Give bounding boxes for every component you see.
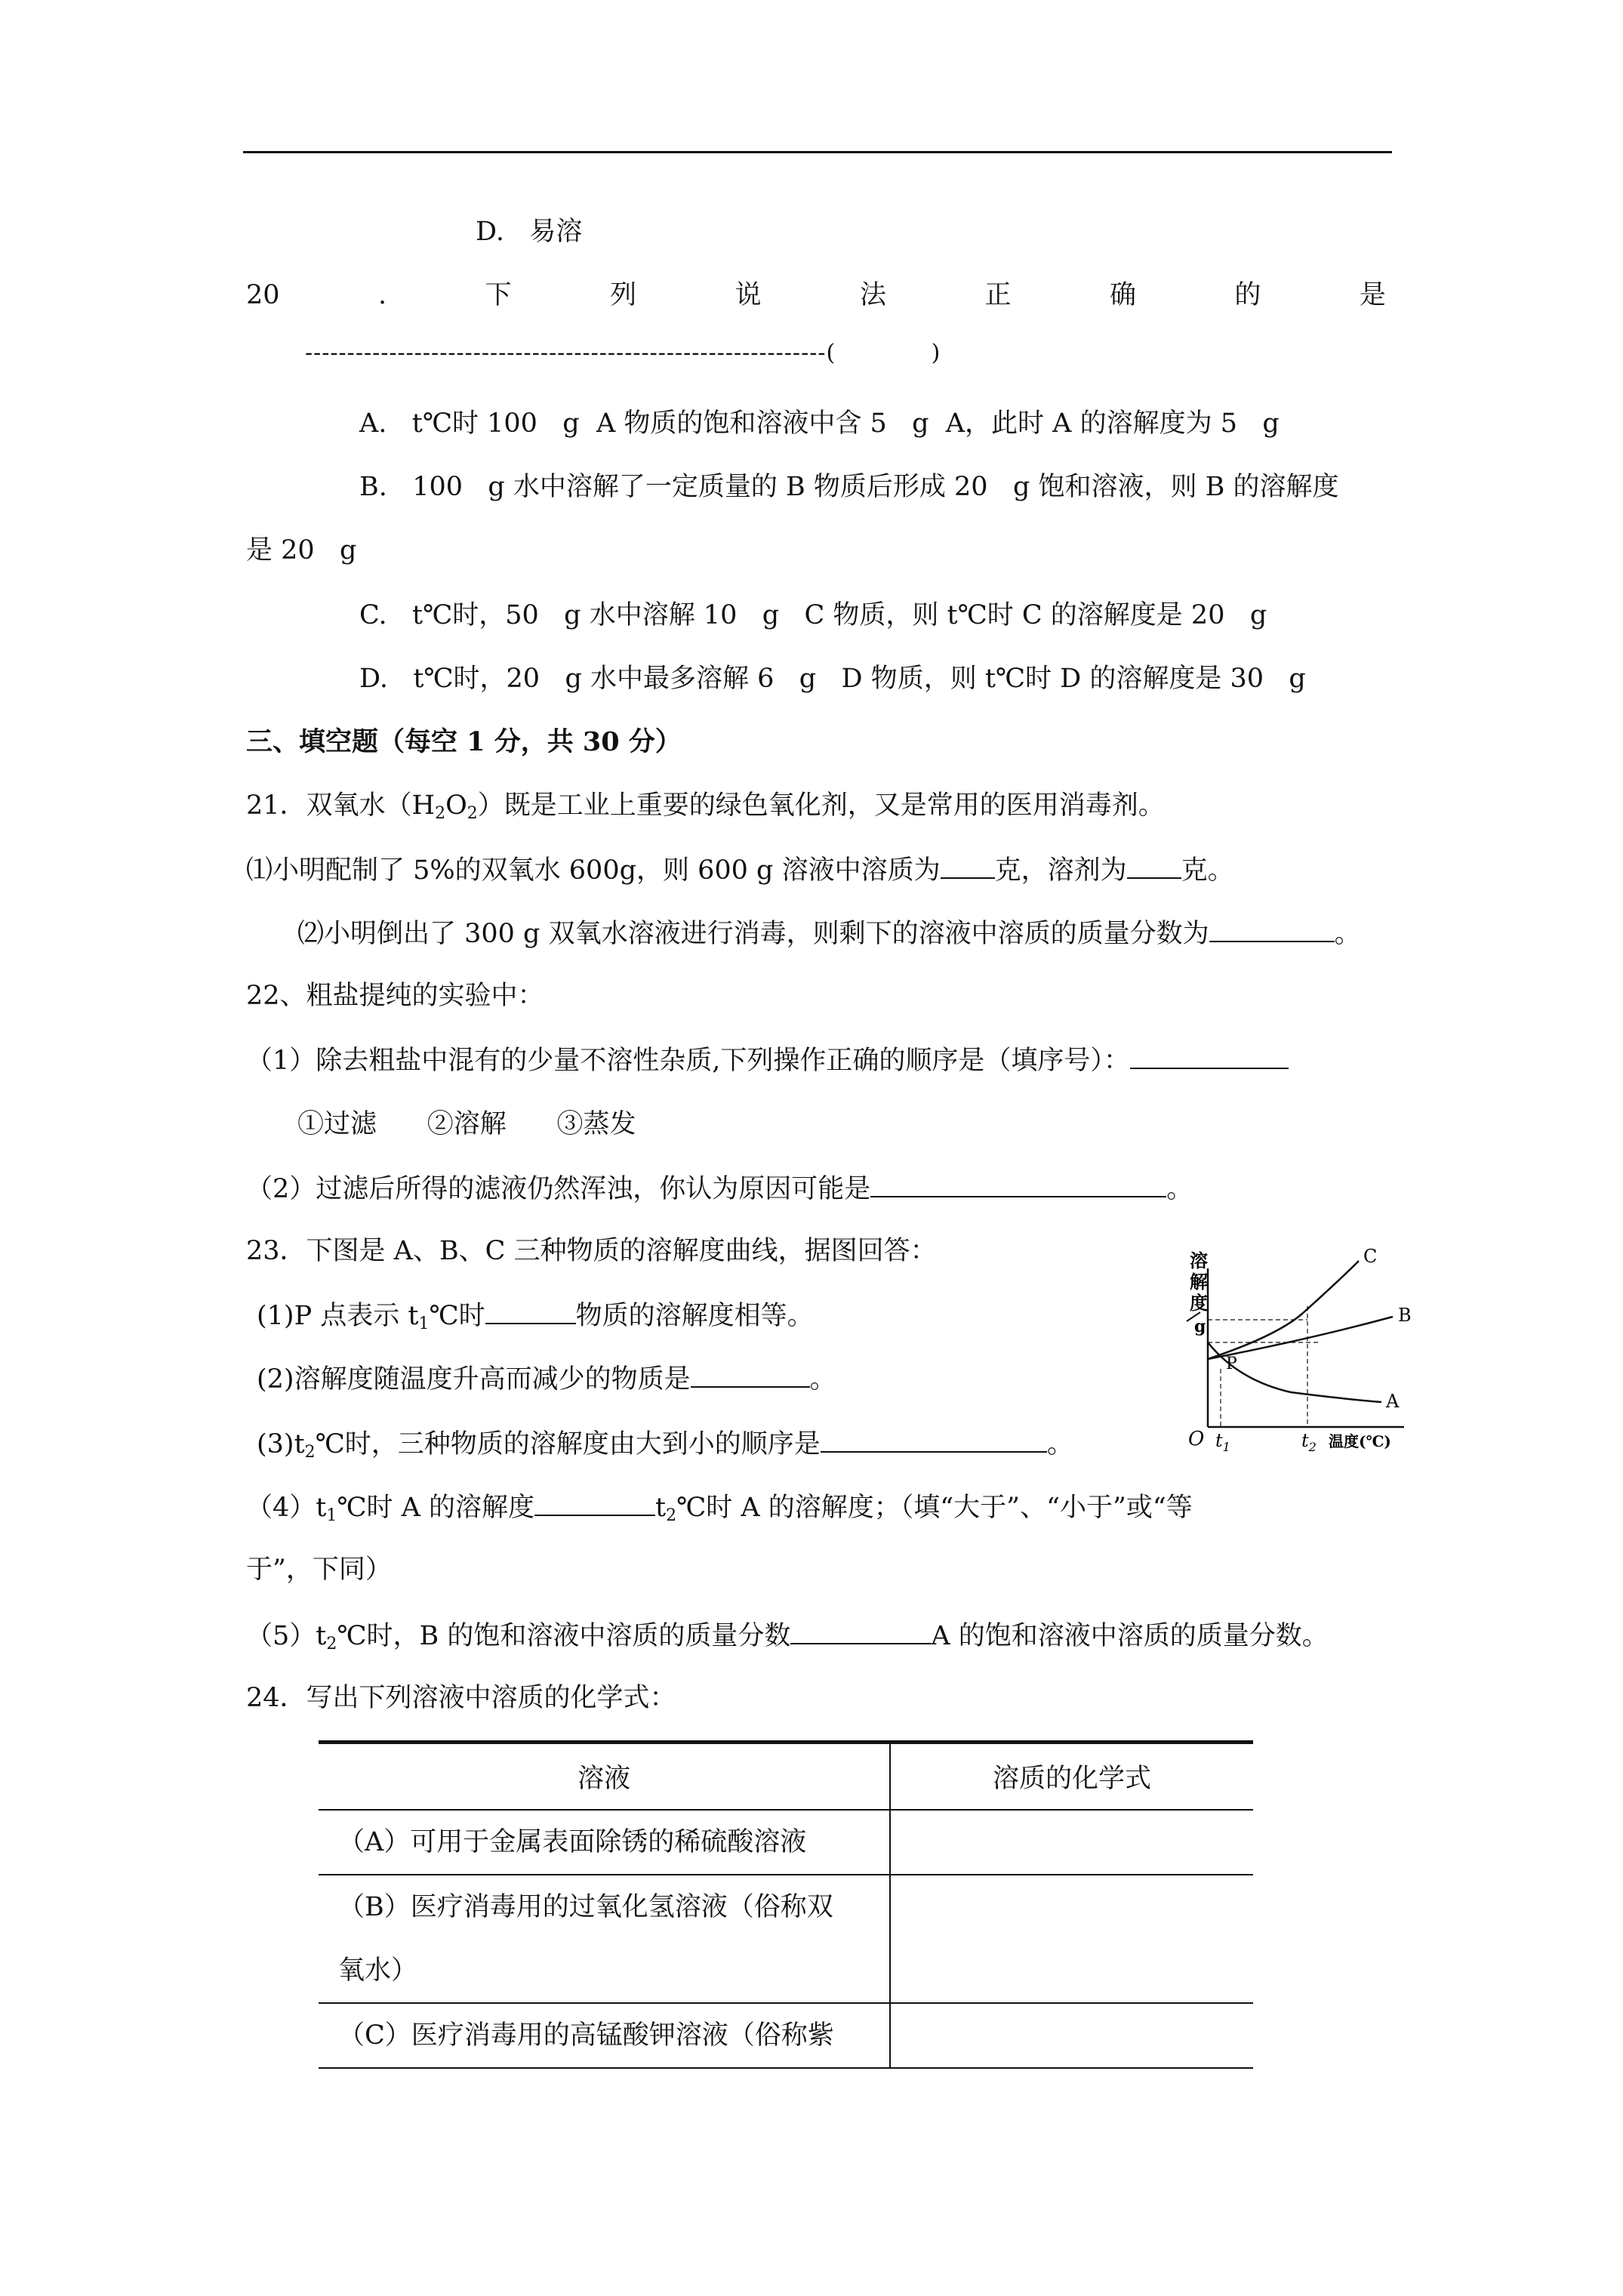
answer-blank[interactable]	[1209, 915, 1335, 942]
answer-blank[interactable]	[1127, 852, 1181, 879]
q21-part1-text: ⑴小明配制了 5%的双氧水 600g，则 600 g 溶液中溶质为	[246, 855, 941, 886]
q22-part1-text: （1）除去粗盐中混有的少量不溶性杂质,下列操作正确的顺序是（填序号）：	[246, 1046, 1130, 1076]
q20-stem-char: 20	[246, 280, 280, 310]
t1-subscript: 1	[1222, 1440, 1230, 1454]
y-axis-label: 溶	[1190, 1250, 1208, 1271]
subscript: 2	[304, 1443, 316, 1462]
q23-part4-text: ℃时 A 的溶解度；（填“大于”、“小于”或“等	[676, 1493, 1193, 1523]
table-cell-formula[interactable]	[890, 1810, 1253, 1875]
q21-part1	[246, 852, 1234, 888]
q20-option-b-cont: 是 20 g	[246, 535, 357, 566]
q23-part3-text: ℃时，三种物质的溶解度由大到小的顺序是	[315, 1429, 821, 1459]
q20-answer-dashes: --------------------------------------------------------------( )	[305, 340, 941, 366]
t1-text: t	[1215, 1430, 1223, 1451]
q21-stem-text: 21．双氧水（H	[246, 791, 436, 821]
q20-stem-char: 说	[735, 280, 762, 310]
q20-stem-char: 法	[860, 280, 887, 310]
q23-stem: 23．下图是 A、B、C 三种物质的溶解度曲线，据图回答：	[246, 1236, 937, 1266]
q23-part1-text: (1)P 点表示 t	[257, 1301, 419, 1331]
y-axis-label: 解	[1190, 1271, 1208, 1293]
q22-part2	[246, 1170, 1193, 1207]
q20-stem-char: .	[378, 280, 387, 310]
q19-option-d: D. 易溶	[476, 217, 583, 247]
q20-option-d: D. t℃时，20 g 水中最多溶解 6 g D 物质，则 t℃时 D 的溶解度是 30 g	[359, 664, 1306, 694]
subscript: 1	[326, 1506, 337, 1525]
table-header: 溶液	[319, 1743, 890, 1811]
q23-part2-text: (2)溶解度随温度升高而减少的物质是	[257, 1364, 691, 1395]
q21-part2-text: 。	[1334, 919, 1361, 949]
table-cell-solution: （C）医疗消毒用的高锰酸钾溶液（俗称紫	[319, 2003, 890, 2068]
curve-b	[1208, 1317, 1393, 1359]
curve-b-label: B	[1398, 1305, 1412, 1326]
q20-stem	[246, 278, 1386, 313]
y-axis-unit: g	[1194, 1317, 1206, 1336]
point-p-label: P	[1226, 1354, 1237, 1373]
q23-part3-text: (3)t	[257, 1429, 305, 1459]
table-cell-solution	[319, 1875, 890, 2003]
q21-stem-text: O	[445, 791, 467, 821]
q23-part5-text: A 的饱和溶液中溶质的质量分数。	[931, 1621, 1329, 1651]
subscript: 1	[418, 1314, 430, 1333]
q20-option-a: A. t℃时 100 g A 物质的饱和溶液中含 5 g A，此时 A 的溶解度为 5 g	[359, 408, 1280, 439]
q22-part2-text: （2）过滤后所得的滤液仍然浑浊，你认为原因可能是	[246, 1174, 871, 1204]
q21-part2	[297, 915, 1361, 951]
q23-part1-text: 物质的溶解度相等。	[575, 1301, 814, 1331]
q23-part5-text: （5）t	[246, 1621, 327, 1651]
q23-part3	[257, 1425, 1073, 1470]
q20-option-c: C. t℃时，50 g 水中溶解 10 g C 物质，则 t℃时 C 的溶解度是 20 g	[359, 600, 1267, 630]
q21-part1-text: 克，溶剂为	[994, 855, 1127, 886]
t1-label	[1215, 1430, 1230, 1454]
table-header: 溶质的化学式	[890, 1743, 1253, 1811]
q23-part1	[257, 1297, 814, 1342]
t2-label	[1301, 1430, 1317, 1454]
q20-stem-char: 确	[1109, 280, 1136, 310]
q23-part4-text: t	[655, 1493, 667, 1523]
q22-part2-text: 。	[1166, 1174, 1193, 1204]
origin-label: O	[1188, 1428, 1205, 1450]
subscript: 2	[435, 804, 446, 823]
q23-part5-text: ℃时，B 的饱和溶液中溶质的质量分数	[337, 1621, 791, 1651]
table-row	[319, 1875, 1253, 2003]
q23-part4	[246, 1489, 1193, 1533]
answer-blank[interactable]	[1130, 1042, 1289, 1069]
q23-part4-text: ℃时 A 的溶解度	[337, 1493, 535, 1523]
table-header-row	[319, 1743, 1253, 1811]
q20-stem-char: 列	[610, 280, 637, 310]
q23-part2-text: 。	[809, 1364, 836, 1395]
header-rule	[243, 151, 1392, 153]
x-axis-label: 温度(℃)	[1329, 1432, 1391, 1450]
answer-blank[interactable]	[691, 1361, 810, 1388]
q21-part1-text: 克。	[1181, 855, 1234, 886]
q23-part4-text: （4）t	[246, 1493, 327, 1523]
table-row	[319, 1810, 1253, 1875]
q22-stem: 22、粗盐提纯的实验中：	[246, 981, 544, 1011]
q23-part2	[257, 1361, 836, 1397]
section-title: 三、填空题（每空 1 分，共 30 分）	[246, 726, 682, 757]
curve-c-label: C	[1363, 1246, 1378, 1267]
answer-blank[interactable]	[870, 1170, 1166, 1197]
table-cell-text: 氧水）	[338, 1955, 418, 1986]
q23-part1-text: ℃时	[429, 1301, 485, 1331]
solute-table	[319, 1740, 1253, 2069]
q20-stem-char: 的	[1234, 280, 1261, 310]
q20-option-b: B. 100 g 水中溶解了一定质量的 B 物质后形成 20 g 饱和溶液，则 B 的溶解度	[359, 472, 1339, 502]
q20-stem-char: 正	[984, 280, 1012, 310]
q23-part4-cont: 于”，下同）	[246, 1555, 392, 1585]
table-cell-text: （B）医疗消毒用的过氧化氢溶液（俗称双	[338, 1892, 833, 1922]
subscript: 2	[467, 804, 478, 823]
q21-stem-text: ）既是工业上重要的绿色氧化剂，又是常用的医用消毒剂。	[477, 791, 1165, 821]
q22-part1	[246, 1042, 1289, 1078]
curve-a-label: A	[1386, 1391, 1400, 1412]
q20-stem-char: 是	[1359, 280, 1386, 310]
answer-blank[interactable]	[534, 1489, 655, 1516]
solubility-curve-diagram	[1178, 1246, 1434, 1465]
q21-part2-text: ⑵小明倒出了 300 g 双氧水溶液进行消毒，则剩下的溶液中溶质的质量分数为	[297, 919, 1209, 949]
table-cell-formula[interactable]	[890, 1875, 1253, 2003]
table-cell-formula[interactable]	[890, 2003, 1253, 2068]
q23-part5	[246, 1617, 1329, 1662]
q21-stem	[246, 788, 1165, 831]
y-axis-label: 度	[1190, 1292, 1208, 1314]
q24-stem: 24．写出下列溶液中溶质的化学式：	[246, 1683, 676, 1713]
q23-part3-text: 。	[1046, 1429, 1073, 1459]
answer-blank[interactable]	[485, 1297, 576, 1324]
t2-text: t	[1301, 1430, 1309, 1451]
subscript: 2	[666, 1506, 677, 1525]
subscript: 2	[326, 1635, 337, 1653]
answer-blank[interactable]	[790, 1617, 931, 1644]
table-row	[319, 2003, 1253, 2068]
t2-subscript: 2	[1308, 1440, 1317, 1454]
q20-stem-char: 下	[485, 280, 512, 310]
answer-blank[interactable]	[941, 852, 995, 879]
q22-operations: ①过滤 ②溶解 ③蒸发	[297, 1109, 636, 1139]
answer-blank[interactable]	[821, 1425, 1047, 1453]
table-cell-solution: （A）可用于金属表面除锈的稀硫酸溶液	[319, 1810, 890, 1875]
